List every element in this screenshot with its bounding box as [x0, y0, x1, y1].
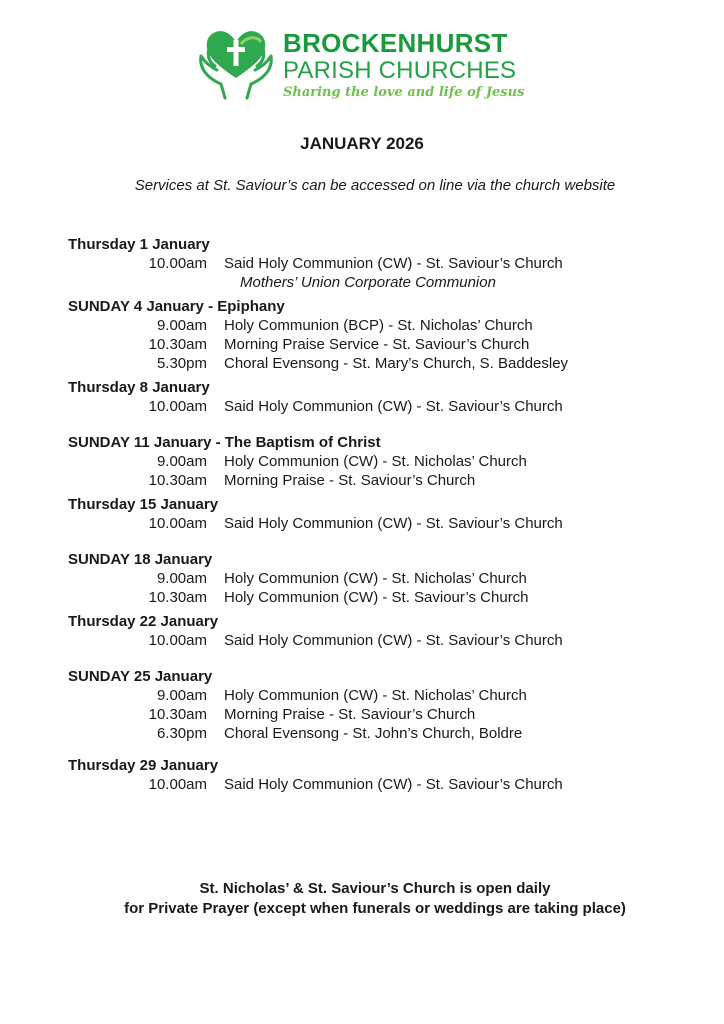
day-block: [68, 298, 708, 373]
service-time: 10.00am: [148, 776, 207, 793]
day-title: SUNDAY 4 January - Epiphany: [68, 298, 285, 315]
service-desc: Said Holy Communion (CW) - St. Saviour’s Church: [224, 632, 563, 649]
service-time: 6.30pm: [156, 725, 207, 742]
service-desc: Holy Communion (CW) - St. Nicholas’ Church: [224, 453, 527, 470]
page-title: JANUARY 2026: [300, 134, 424, 153]
brand-name-line1: BROCKENHURST: [283, 28, 508, 58]
day-title: Thursday 15 January: [68, 496, 219, 513]
service-desc: Morning Praise - St. Saviour’s Church: [224, 706, 476, 723]
service-desc: Holy Communion (CW) - St. Nicholas’ Church: [224, 687, 527, 704]
day-title: SUNDAY 18 January: [68, 551, 213, 568]
day-title: SUNDAY 11 January - The Baptism of Christ: [68, 434, 381, 451]
service-desc: Said Holy Communion (CW) - St. Saviour’s Church: [224, 515, 563, 532]
service-desc: Holy Communion (CW) - St. Nicholas’ Church: [224, 570, 527, 587]
day-block: [68, 434, 708, 490]
service-time: 5.30pm: [156, 355, 207, 372]
footer-line2: for Private Prayer (except when funerals or weddings are taking place): [124, 900, 626, 917]
service-desc: Holy Communion (CW) - St. Saviour’s Church: [224, 589, 529, 606]
service-row: [68, 569, 708, 588]
day-block: [68, 496, 708, 533]
service-row: [68, 775, 708, 794]
service-desc: Said Holy Communion (CW) - St. Saviour’s Church: [224, 776, 563, 793]
heart-hands-icon: [195, 26, 277, 102]
brand-name-line2: PARISH CHURCHES: [283, 57, 517, 84]
day-block: [68, 668, 708, 743]
service-row: [68, 686, 708, 705]
service-row: [68, 316, 708, 335]
service-time: 10.00am: [148, 632, 207, 649]
service-note-row: [68, 273, 708, 292]
day-title: SUNDAY 25 January: [68, 668, 213, 685]
service-row: [68, 705, 708, 724]
service-row: [68, 471, 708, 490]
service-time: 10.30am: [148, 589, 207, 606]
service-time: 9.00am: [156, 317, 207, 334]
service-time: 9.00am: [156, 570, 207, 587]
service-desc: Morning Praise - St. Saviour’s Church: [224, 472, 476, 489]
service-row: [68, 724, 708, 743]
service-row: [68, 397, 708, 416]
service-desc: Said Holy Communion (CW) - St. Saviour’s Church: [224, 255, 563, 272]
service-time: 10.00am: [148, 255, 207, 272]
brand-tagline: Sharing the love and life of Jesus: [283, 85, 525, 100]
service-row: [68, 254, 708, 273]
footer-notice: [0, 879, 724, 919]
service-time: 9.00am: [156, 453, 207, 470]
service-time: 10.30am: [148, 472, 207, 489]
day-block: [68, 757, 708, 794]
service-row: [68, 354, 708, 373]
day-title: Thursday 1 January: [68, 236, 210, 253]
service-time: 10.00am: [148, 515, 207, 532]
parish-logo: [195, 26, 525, 102]
day-block: [68, 379, 708, 416]
service-time: 9.00am: [156, 687, 207, 704]
service-row: [68, 335, 708, 354]
service-row: [68, 514, 708, 533]
day-title: Thursday 29 January: [68, 757, 219, 774]
day-title: Thursday 22 January: [68, 613, 219, 630]
service-row: [68, 452, 708, 471]
service-row: [68, 631, 708, 650]
day-block: [68, 613, 708, 650]
service-time: 10.00am: [148, 398, 207, 415]
service-time: 10.30am: [148, 706, 207, 723]
service-desc: Morning Praise Service - St. Saviour’s Church: [224, 336, 530, 353]
service-note: Mothers’ Union Corporate Communion: [240, 274, 496, 291]
day-title: Thursday 8 January: [68, 379, 210, 396]
service-desc: Holy Communion (BCP) - St. Nicholas’ Church: [224, 317, 533, 334]
footer-line1: St. Nicholas’ & St. Saviour’s Church is open daily: [199, 880, 551, 897]
day-block: [68, 236, 708, 292]
service-desc: Choral Evensong - St. John’s Church, Boldre: [224, 725, 523, 742]
service-schedule: [68, 236, 708, 800]
page-subtitle: Services at St. Saviour’s can be accessed on line via the church website: [134, 177, 616, 194]
service-row: [68, 588, 708, 607]
day-block: [68, 551, 708, 607]
service-time: 10.30am: [148, 336, 207, 353]
service-desc: Choral Evensong - St. Mary’s Church, S. Baddesley: [224, 355, 569, 372]
service-desc: Said Holy Communion (CW) - St. Saviour’s Church: [224, 398, 563, 415]
